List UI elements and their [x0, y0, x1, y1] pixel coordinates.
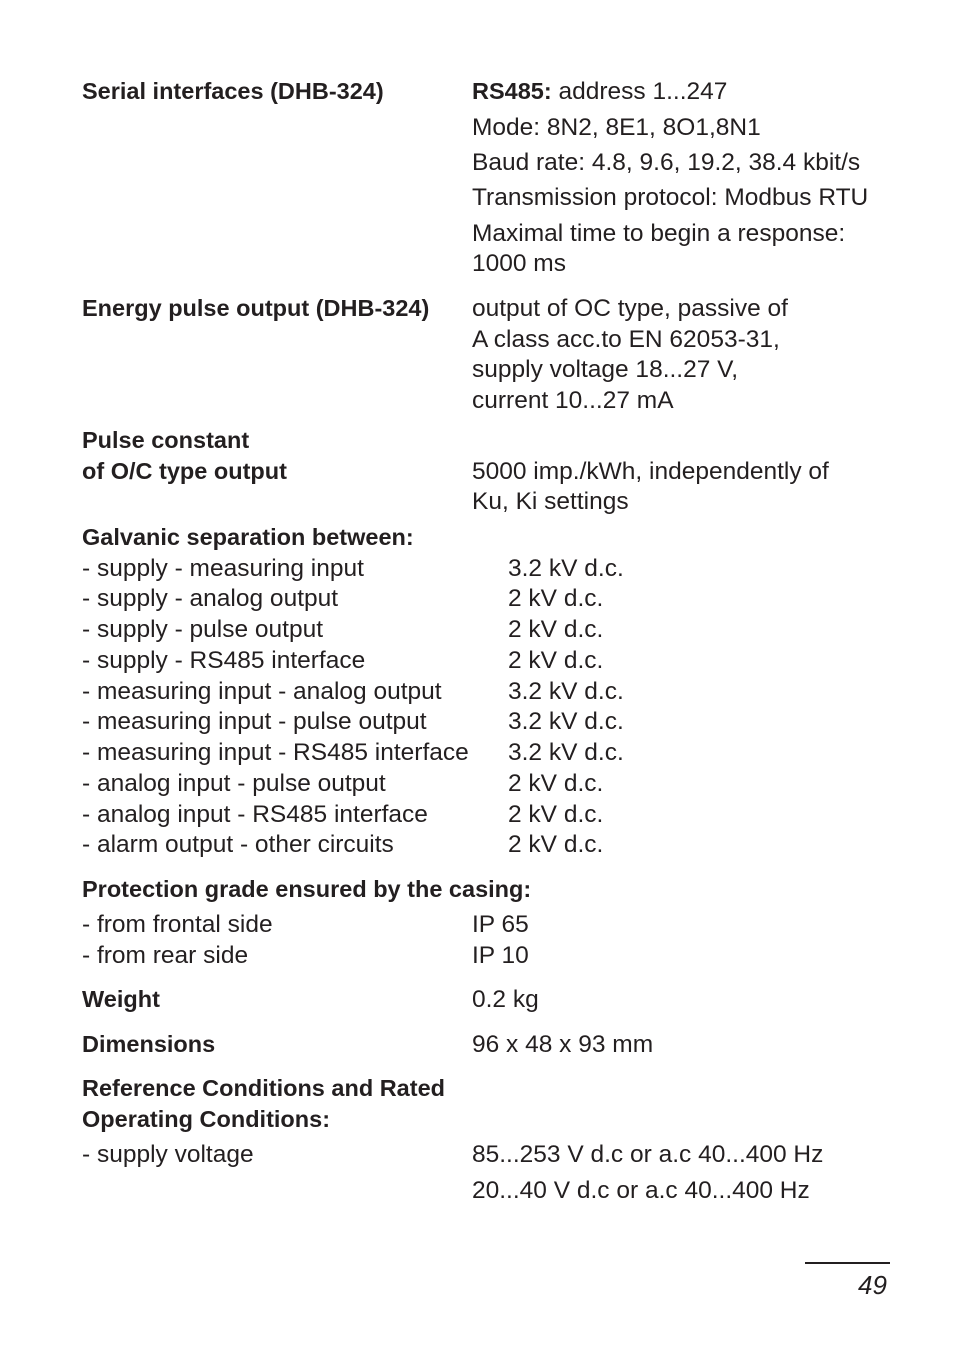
- serial-rs485: [472, 80, 727, 105]
- galvanic-row-label: - measuring input - analog output: [82, 678, 442, 705]
- galvanic-row-value: 2 kV d.c.: [508, 801, 604, 828]
- galvanic-row-value: 3.2 kV d.c.: [508, 739, 624, 766]
- energy-line: current 10...27 mA: [472, 387, 674, 414]
- galvanic-row-label: - supply - RS485 interface: [82, 647, 366, 674]
- galvanic-row-value: 2 kV d.c.: [508, 647, 604, 674]
- protection-row-label: - from frontal side: [82, 911, 273, 938]
- reference-heading-2: Operating Conditions:: [82, 1106, 331, 1132]
- energy-line: A class acc.to EN 62053-31,: [472, 326, 780, 353]
- protection-row-value: IP 10: [472, 942, 529, 969]
- energy-line: supply voltage 18...27 V,: [472, 356, 739, 383]
- supply-voltage-value-1: 85...253 V d.c or a.c 40...400 Hz: [472, 1141, 824, 1168]
- protection-row-value: IP 65: [472, 911, 529, 938]
- galvanic-row-label: - alarm output - other circuits: [82, 831, 394, 858]
- galvanic-row-value: 2 kV d.c.: [508, 585, 604, 612]
- galvanic-row-value: 3.2 kV d.c.: [508, 708, 624, 735]
- galvanic-row-label: - supply - pulse output: [82, 616, 324, 643]
- galvanic-row-label: - supply - analog output: [82, 585, 339, 612]
- dimensions-label: Dimensions: [82, 1031, 216, 1057]
- page-number: 49: [858, 1270, 887, 1300]
- pulse-label-1: Pulse constant: [82, 427, 250, 453]
- energy-line: output of OC type, passive of: [472, 295, 788, 322]
- galvanic-row-value: 3.2 kV d.c.: [508, 678, 624, 705]
- serial-label: Serial interfaces (DHB-324): [82, 78, 384, 104]
- galvanic-row-label: - measuring input - RS485 interface: [82, 739, 469, 766]
- weight-label: Weight: [82, 986, 160, 1012]
- rs485-key: RS485:: [472, 78, 552, 104]
- protection-row-label: - from rear side: [82, 942, 249, 969]
- serial-mode: Mode: 8N2, 8E1, 8O1,8N1: [472, 114, 761, 141]
- galvanic-row-value: 3.2 kV d.c.: [508, 555, 624, 582]
- supply-voltage-label: - supply voltage: [82, 1141, 254, 1168]
- galvanic-row-value: 2 kV d.c.: [508, 831, 604, 858]
- serial-protocol: Transmission protocol: Modbus RTU: [472, 184, 869, 211]
- dimensions-value: 96 x 48 x 93 mm: [472, 1031, 654, 1058]
- pulse-value-2: Ku, Ki settings: [472, 488, 629, 515]
- serial-maxtime-2: 1000 ms: [472, 250, 566, 277]
- page-number-rule: [805, 1262, 890, 1264]
- serial-baud: Baud rate: 4.8, 9.6, 19.2, 38.4 kbit/s: [472, 149, 861, 176]
- galvanic-row-value: 2 kV d.c.: [508, 616, 604, 643]
- serial-maxtime-1: Maximal time to begin a response:: [472, 220, 846, 247]
- galvanic-heading: Galvanic separation between:: [82, 524, 414, 550]
- galvanic-row-value: 2 kV d.c.: [508, 770, 604, 797]
- galvanic-row-label: - analog input - pulse output: [82, 770, 386, 797]
- galvanic-row-label: - measuring input - pulse output: [82, 708, 427, 735]
- galvanic-row-label: - analog input - RS485 interface: [82, 801, 428, 828]
- protection-heading: Protection grade ensured by the casing:: [82, 876, 532, 902]
- pulse-value-1: 5000 imp./kWh, independently of: [472, 458, 829, 485]
- rs485-value: address 1...247: [551, 78, 728, 105]
- pulse-label-2: of O/C type output: [82, 458, 287, 484]
- reference-heading-1: Reference Conditions and Rated: [82, 1075, 445, 1101]
- energy-label: Energy pulse output (DHB-324): [82, 295, 430, 321]
- weight-value: 0.2 kg: [472, 986, 539, 1013]
- supply-voltage-value-2: 20...40 V d.c or a.c 40...400 Hz: [472, 1177, 810, 1204]
- galvanic-row-label: - supply - measuring input: [82, 555, 364, 582]
